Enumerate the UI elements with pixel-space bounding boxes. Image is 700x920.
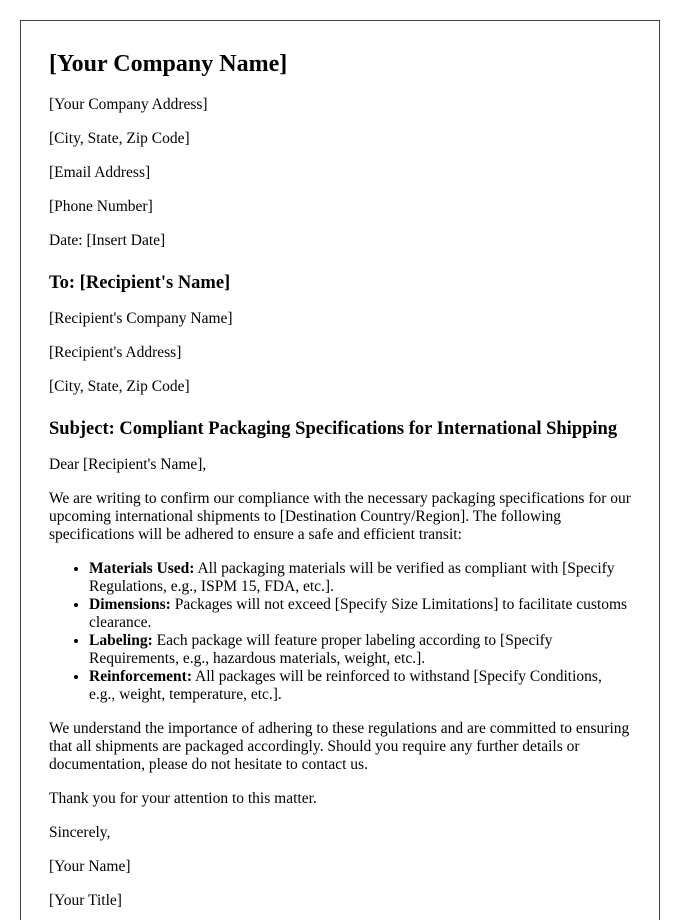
signature-title: [Your Title] bbox=[49, 892, 122, 909]
letter-date: Date: [Insert Date] bbox=[49, 232, 166, 249]
company-email: [Email Address] bbox=[49, 164, 151, 181]
company-name: [Your Company Name] bbox=[49, 51, 288, 77]
spec-text: Packages will not exceed [Specify Size Limitations] to facilitate customs clearance. bbox=[89, 596, 628, 631]
recipient-address: [Recipient's Address] bbox=[49, 344, 182, 361]
recipient-heading: To: [Recipient's Name] bbox=[49, 273, 231, 293]
list-item bbox=[89, 560, 631, 596]
company-city-state-zip: [City, State, Zip Code] bbox=[49, 130, 190, 147]
subject-line: Subject: Compliant Packaging Specifications for International Shipping bbox=[49, 419, 618, 439]
company-phone: [Phone Number] bbox=[49, 198, 153, 215]
spec-text: All packaging materials will be verified as compliant with [Specify Regulations, e.g., ISPM 15, FDA, etc.]. bbox=[89, 560, 615, 595]
spec-label: Reinforcement: bbox=[89, 668, 193, 685]
salutation: Dear [Recipient's Name], bbox=[49, 456, 207, 473]
spec-label: Labeling: bbox=[89, 632, 153, 649]
closing-paragraph: We understand the importance of adhering to these regulations and are committed to ensuring that all shipments are packaged accordingly. Should you require any further details or documentation, please do not hesitate to contact us. bbox=[49, 720, 630, 773]
recipient-company: [Recipient's Company Name] bbox=[49, 310, 233, 327]
recipient-city-state-zip: [City, State, Zip Code] bbox=[49, 378, 190, 395]
list-item bbox=[89, 632, 631, 668]
thanks-line: Thank you for your attention to this matter. bbox=[49, 790, 317, 807]
spec-text: Each package will feature proper labeling according to [Specify Requirements, e.g., hazardous materials, weight, etc.]. bbox=[89, 632, 553, 667]
intro-paragraph: We are writing to confirm our compliance with the necessary packaging specifications for our upcoming international shipments to [Destination Country/Region]. The following specifications will be adhered to ensure a safe and efficient transit: bbox=[49, 490, 631, 543]
letter-page bbox=[20, 20, 660, 920]
list-item bbox=[89, 668, 631, 704]
company-address: [Your Company Address] bbox=[49, 96, 208, 113]
specifications-list bbox=[49, 560, 631, 704]
sign-off: Sincerely, bbox=[49, 824, 111, 841]
spec-label: Materials Used: bbox=[89, 560, 195, 577]
spec-text: All packages will be reinforced to withstand [Specify Conditions, e.g., weight, temperature, etc.]. bbox=[89, 668, 602, 703]
signature-name: [Your Name] bbox=[49, 858, 131, 875]
list-item bbox=[89, 596, 631, 632]
spec-label: Dimensions: bbox=[89, 596, 171, 613]
